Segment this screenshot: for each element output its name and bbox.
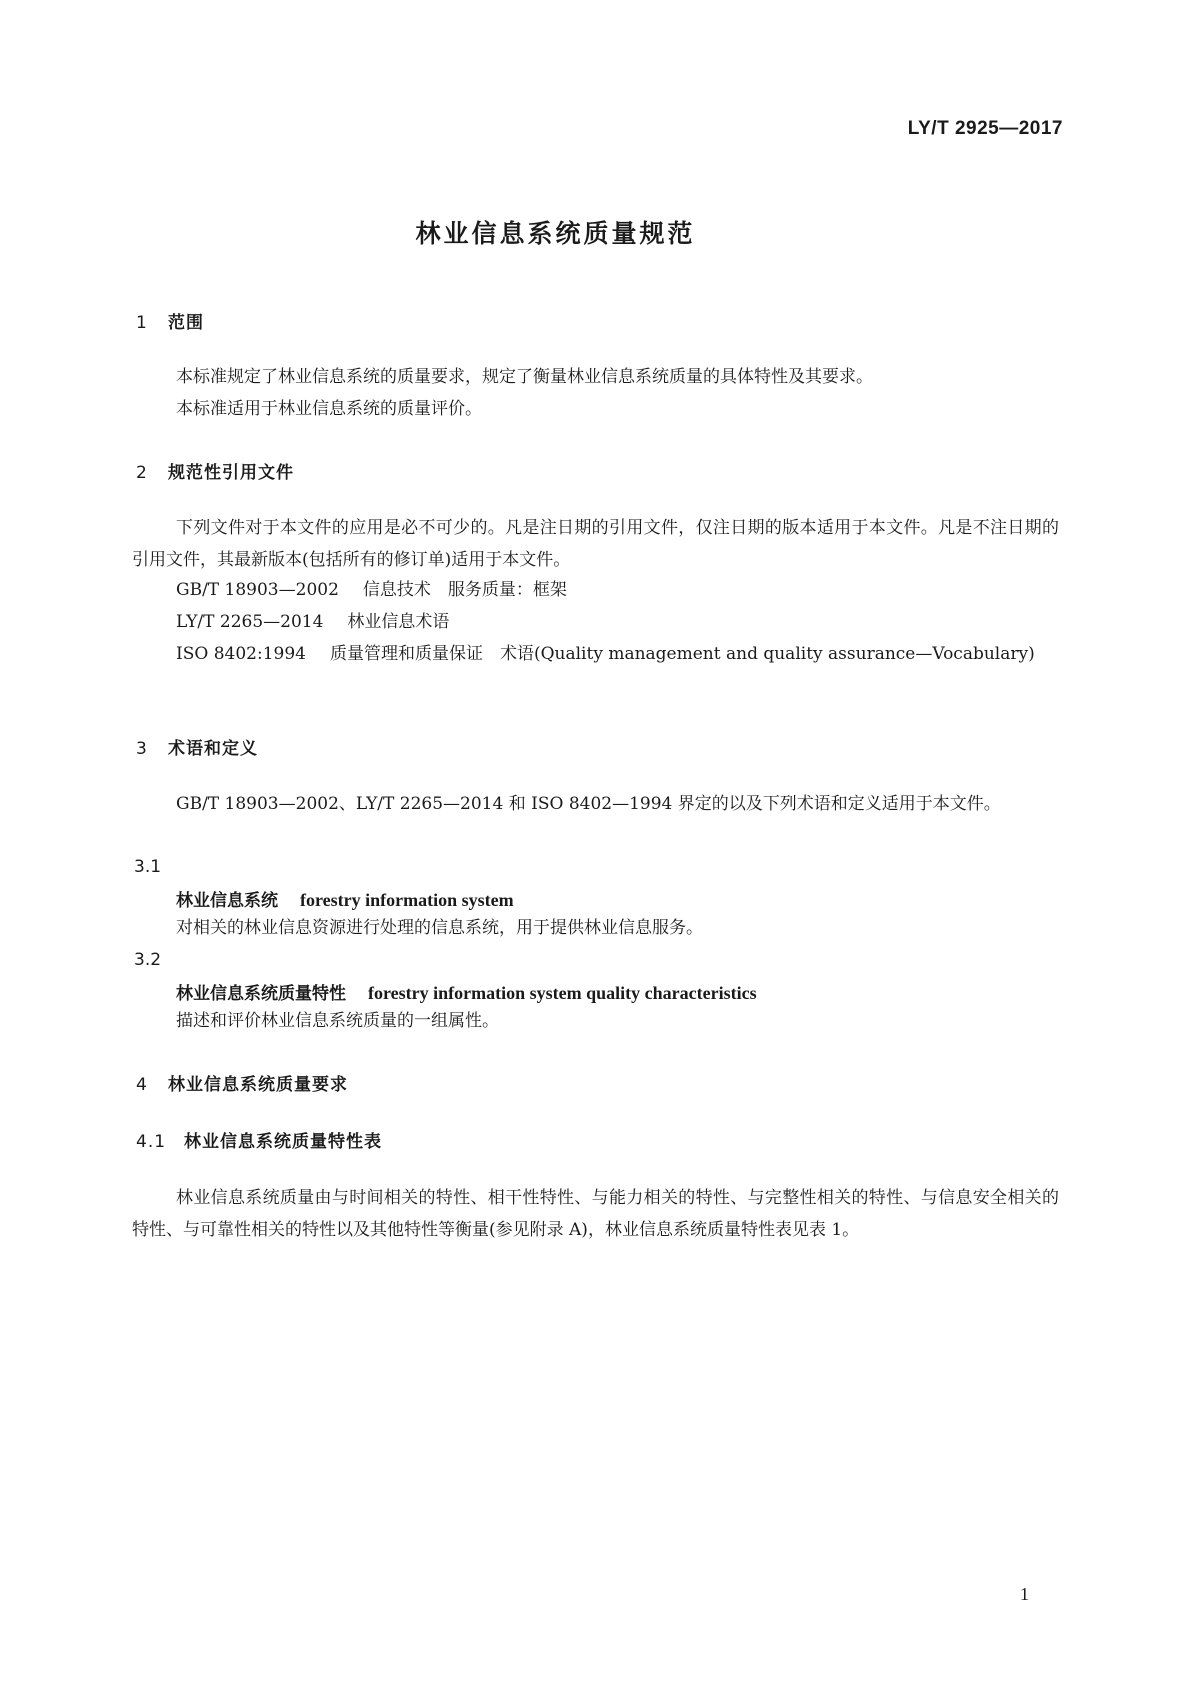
term-definition: 描述和评价林业信息系统质量的一组属性。 xyxy=(176,1011,499,1031)
document-code: LY/T 2925—2017 xyxy=(907,118,1063,139)
section-title: 术语和定义 xyxy=(168,739,258,759)
term-number: 3.1 xyxy=(134,857,162,877)
quality-characteristics-paragraph: 林业信息系统质量由与时间相关的特性、相干性特性、与能力相关的特性、与完整性相关的特性、与信息安全相关的特性、与可靠性相关的特性以及其他特性等衡量(参见附录 A)，林业信息系统质量特性表见表 1。 xyxy=(132,1188,1059,1240)
reference-title: 信息技术 服务质量：框架 xyxy=(362,580,567,600)
term-zh: 林业信息系统质量特性 xyxy=(176,984,346,1004)
section-title: 规范性引用文件 xyxy=(168,463,294,483)
term-zh: 林业信息系统 xyxy=(176,891,278,911)
section-number: 1 xyxy=(136,313,148,333)
reference-title: 质量管理和质量保证 术语(Quality management and quality assurance—Vocabulary) xyxy=(329,644,1035,664)
section-4-heading xyxy=(136,1070,348,1095)
reference-item xyxy=(132,638,1059,670)
term-number: 3.2 xyxy=(134,950,162,970)
section-1-heading xyxy=(136,308,204,333)
term-heading xyxy=(176,886,514,911)
subsection-title: 林业信息系统质量特性表 xyxy=(184,1132,382,1152)
section-number: 2 xyxy=(136,463,148,483)
reference-item xyxy=(176,574,567,606)
terms-intro: GB/T 18903—2002、LY/T 2265—2014 和 ISO 8402—1994 界定的以及下列术语和定义适用于本文件。 xyxy=(176,794,1001,814)
references-intro: 下列文件对于本文件的应用是必不可少的。凡是注日期的引用文件，仅注日期的版本适用于本文件。凡是不注日期的引用文件，其最新版本(包括所有的修订单)适用于本文件。 xyxy=(132,518,1059,570)
scope-paragraph-1: 本标准规定了林业信息系统的质量要求，规定了衡量林业信息系统质量的具体特性及其要求。 xyxy=(176,367,873,387)
section-number: 4 xyxy=(136,1075,148,1095)
term-definition: 对相关的林业信息资源进行处理的信息系统，用于提供林业信息服务。 xyxy=(176,918,703,938)
reference-code: GB/T 18903—2002 xyxy=(176,580,339,600)
section-3-heading xyxy=(136,734,258,759)
term-en: forestry information system xyxy=(300,890,514,910)
section-2-heading xyxy=(136,458,294,483)
document-title: 林业信息系统质量规范 xyxy=(415,219,696,248)
reference-code: ISO 8402:1994 xyxy=(176,644,306,664)
scope-paragraph-2: 本标准适用于林业信息系统的质量评价。 xyxy=(176,399,482,419)
term-en: forestry information system quality characteristics xyxy=(368,983,757,1003)
section-number: 3 xyxy=(136,739,148,759)
reference-title: 林业信息术语 xyxy=(347,612,450,632)
section-title: 林业信息系统质量要求 xyxy=(168,1075,348,1095)
term-heading xyxy=(176,979,757,1004)
reference-code: LY/T 2265—2014 xyxy=(176,612,324,632)
page-number: 1 xyxy=(1020,1584,1029,1604)
subsection-4-1-heading xyxy=(136,1127,382,1152)
section-title: 范围 xyxy=(168,313,204,333)
subsection-number: 4.1 xyxy=(136,1132,167,1152)
reference-item xyxy=(176,606,449,638)
